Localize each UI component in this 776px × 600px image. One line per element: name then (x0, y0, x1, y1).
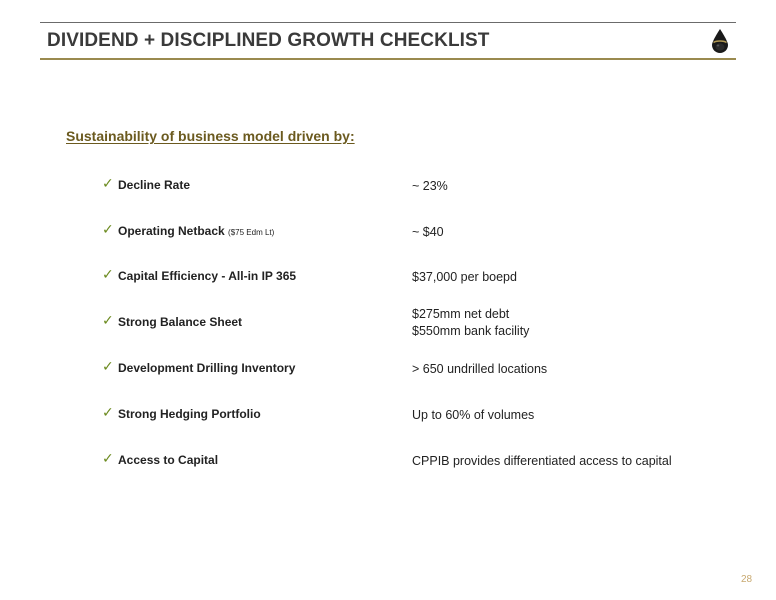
checklist-item-access-to-capital (0, 453, 776, 487)
checklist-item-value: ~ 23% (412, 179, 448, 193)
checklist-item-value: CPPIB provides differentiated access to capital (412, 454, 672, 468)
checklist-item-value-line2: $550mm bank facility (412, 324, 530, 338)
checklist-item-drilling-inventory (0, 361, 776, 395)
checklist-item-operating-netback (0, 224, 776, 258)
checklist-item-balance-sheet (0, 307, 776, 349)
checkmark-icon: ✓ (102, 405, 114, 421)
page-title: DIVIDEND + DISCIPLINED GROWTH CHECKLIST (47, 30, 490, 51)
checklist-item-label (118, 224, 274, 238)
checklist-item-value (412, 306, 529, 340)
top-rule (40, 22, 736, 23)
checklist-item-label: Strong Balance Sheet (118, 315, 243, 329)
checkmark-icon: ✓ (102, 313, 114, 329)
checklist-item-label: Decline Rate (118, 178, 191, 192)
checkmark-icon: ✓ (102, 176, 114, 192)
checklist-item-value: Up to 60% of volumes (412, 408, 535, 422)
checklist-item-label: Capital Efficiency - All-in IP 365 (118, 269, 297, 283)
checklist-item-value: ~ $40 (412, 225, 444, 239)
checkmark-icon: ✓ (102, 267, 114, 283)
page-number: 28 (741, 574, 753, 585)
checklist-item-value-line1: $275mm net debt (412, 307, 510, 321)
section-subtitle: Sustainability of business model driven by: (66, 128, 355, 144)
checklist-item-label: Access to Capital (118, 453, 219, 467)
checklist-item-label-note: ($75 Edm Lt) (228, 228, 275, 237)
checklist-item-decline-rate (0, 178, 776, 212)
title-rule (40, 58, 736, 60)
oil-drop-logo-icon (709, 28, 731, 54)
checklist-item-hedging-portfolio (0, 407, 776, 441)
checklist-item-label: Development Drilling Inventory (118, 361, 296, 375)
checklist-item-label: Strong Hedging Portfolio (118, 407, 261, 421)
checkmark-icon: ✓ (102, 451, 114, 467)
checklist-item-label-text: Operating Netback (118, 224, 225, 238)
checkmark-icon: ✓ (102, 222, 114, 238)
checkmark-icon: ✓ (102, 359, 114, 375)
checklist-item-capital-efficiency (0, 269, 776, 303)
checklist-item-value: $37,000 per boepd (412, 270, 517, 284)
checklist-item-value: > 650 undrilled locations (412, 362, 548, 376)
